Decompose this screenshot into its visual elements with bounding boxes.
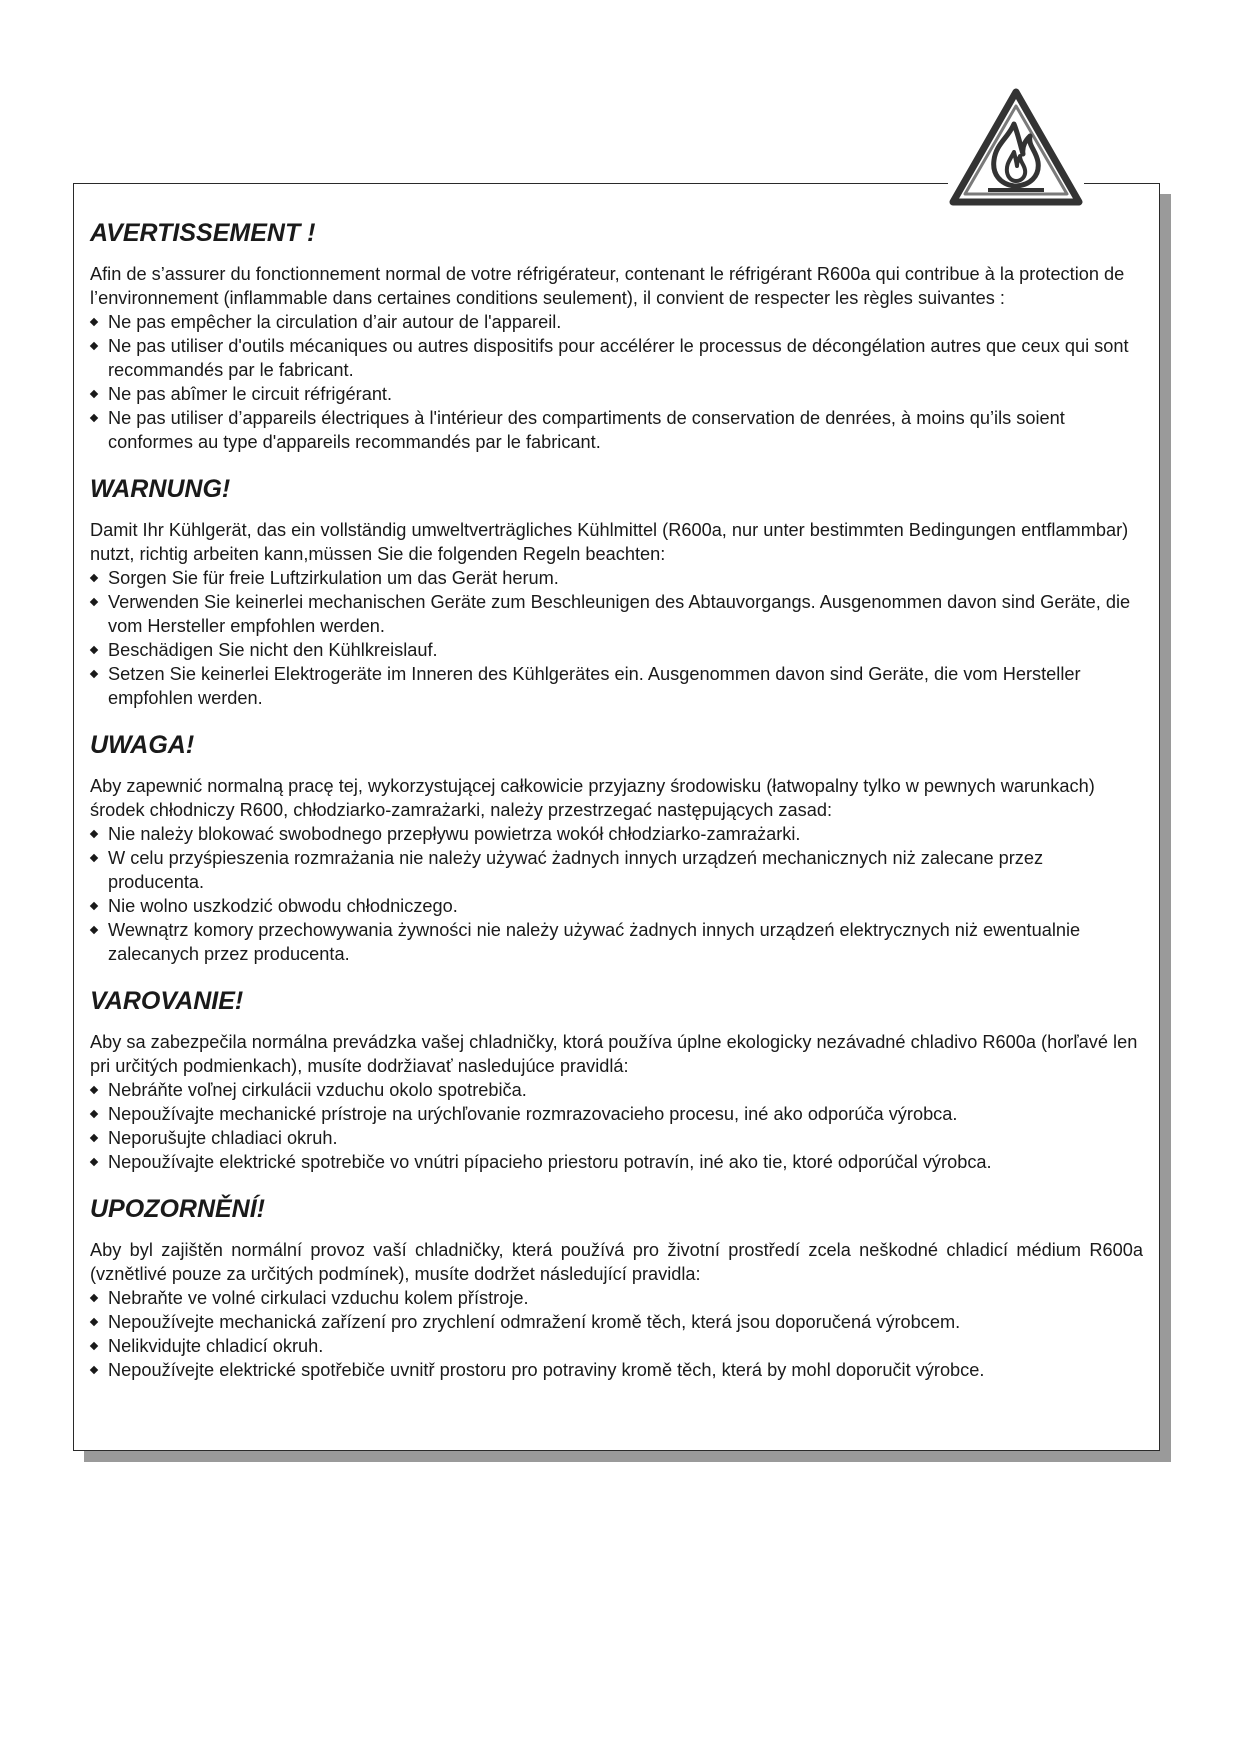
list-item-text: Neporušujte chladiaci okruh. (108, 1128, 338, 1148)
diamond-bullet-icon (90, 854, 98, 862)
rules-list (90, 310, 1143, 454)
diamond-bullet-icon (90, 1342, 98, 1350)
list-item-text: Sorgen Sie für freie Luftzirkulation um das Gerät herum. (108, 568, 559, 588)
list-item (90, 846, 1143, 894)
flammable-warning-triangle-icon (948, 86, 1084, 210)
list-item-text: Ne pas utiliser d’appareils électriques à l'intérieur des compartiments de conservation de denrées, à moins qu’ils soient conformes au type d'appareils recommandés par le fabricant. (108, 408, 1065, 452)
section-heading: WARNUNG! (90, 475, 231, 503)
diamond-bullet-icon (90, 1110, 98, 1118)
diamond-bullet-icon (90, 1134, 98, 1142)
list-item-text: Nebráňte voľnej cirkulácii vzduchu okolo spotrebiča. (108, 1080, 527, 1100)
list-item (90, 894, 1143, 918)
list-item (90, 406, 1143, 454)
rules-list (90, 822, 1143, 966)
section-intro: Afin de s’assurer du fonctionnement normal de votre réfrigérateur, contenant le réfrigérant R600a qui contribue à la protection de l’environnement (inflammable dans certaines conditions seulement), il convient de respecter les règles suivantes : (90, 264, 1125, 308)
list-item-text: Verwenden Sie keinerlei mechanischen Geräte zum Beschleunigen des Abtauvorgangs. Ausgenommen davon sind Geräte, die vom Hersteller empfohlen werden. (108, 592, 1131, 636)
list-item (90, 1334, 1143, 1358)
list-item (90, 590, 1143, 638)
diamond-bullet-icon (90, 598, 98, 606)
list-item (90, 822, 1143, 846)
list-item (90, 662, 1143, 710)
diamond-bullet-icon (90, 390, 98, 398)
diamond-bullet-icon (90, 902, 98, 910)
list-item-text: Nelikvidujte chladicí okruh. (108, 1336, 324, 1356)
warning-box (73, 183, 1160, 1451)
section-heading: UPOZORNĚNÍ! (90, 1195, 265, 1223)
diamond-bullet-icon (90, 1294, 98, 1302)
section-intro: Aby byl zajištěn normální provoz vaší chladničky, která používá pro životní prostředí zcela neškodné chladicí médium R600a (vznětlivé pouze za určitých podmínek), musíte dodržet následující pravidla: (90, 1240, 1143, 1284)
list-item-text: Nepoužívejte mechanická zařízení pro zrychlení odmražení kromě těch, která jsou doporučená výrobcem. (108, 1312, 961, 1332)
list-item (90, 638, 1143, 662)
list-item (90, 310, 1143, 334)
list-item (90, 566, 1143, 590)
diamond-bullet-icon (90, 342, 98, 350)
diamond-bullet-icon (90, 1158, 98, 1166)
list-item-text: Wewnątrz komory przechowywania żywności nie należy używać żadnych innych urządzeń elektrycznych niż ewentualnie zalecanych przez producenta. (108, 920, 1081, 964)
section-french (90, 218, 1143, 454)
list-item (90, 1286, 1143, 1310)
list-item (90, 334, 1143, 382)
section-heading: AVERTISSEMENT ! (90, 219, 316, 247)
list-item (90, 918, 1143, 966)
section-heading: UWAGA! (90, 731, 195, 759)
list-item (90, 1358, 1143, 1382)
list-item (90, 382, 1143, 406)
list-item (90, 1078, 1143, 1102)
rules-list (90, 1078, 1143, 1174)
section-heading: VAROVANIE! (90, 987, 244, 1015)
section-intro: Aby sa zabezpečila normálna prevádzka vašej chladničky, ktorá používa úplne ekologicky nezávadné chladivo R600a (horľavé len pri určitých podmienkach), musíte dodržiavať nasledujúce pravidlá: (90, 1032, 1138, 1076)
list-item-text: Ne pas utiliser d'outils mécaniques ou autres dispositifs pour accélérer le processus de décongélation autres que ceux qui sont recommandés par le fabricant. (108, 336, 1129, 380)
section-german (90, 474, 1143, 710)
list-item-text: Setzen Sie keinerlei Elektrogeräte im Inneren des Kühlgerätes ein. Ausgenommen davon sind Geräte, die vom Hersteller empfohlen werden. (108, 664, 1081, 708)
rules-list (90, 1286, 1143, 1382)
diamond-bullet-icon (90, 670, 98, 678)
diamond-bullet-icon (90, 926, 98, 934)
list-item-text: Nie należy blokować swobodnego przepływu powietrza wokół chłodziarko-zamrażarki. (108, 824, 801, 844)
list-item-text: Nebraňte ve volné cirkulaci vzduchu kolem přístroje. (108, 1288, 529, 1308)
list-item-text: Nepoužívejte elektrické spotřebiče uvnitř prostoru pro potraviny kromě těch, která by mohl doporučit výrobce. (108, 1360, 985, 1380)
list-item-text: W celu przyśpieszenia rozmrażania nie należy używać żadnych innych urządzeń mechanicznych niż zalecane przez producenta. (108, 848, 1044, 892)
section-intro: Aby zapewnić normalną pracę tej, wykorzystującej całkowicie przyjazny środowisku (łatwopalny tylko w pewnych warunkach) środek chłodniczy R600, chłodziarko-zamrażarki, należy przestrzegać następujących zasad: (90, 776, 1095, 820)
section-czech (90, 1194, 1143, 1382)
list-item-text: Nie wolno uszkodzić obwodu chłodniczego. (108, 896, 458, 916)
diamond-bullet-icon (90, 1318, 98, 1326)
list-item (90, 1102, 1143, 1126)
diamond-bullet-icon (90, 1366, 98, 1374)
section-intro: Damit Ihr Kühlgerät, das ein vollständig umweltverträgliches Kühlmittel (R600a, nur unter bestimmten Bedingungen entflammbar) nutzt, richtig arbeiten kann,müssen Sie die folgenden Regeln beachten: (90, 520, 1129, 564)
diamond-bullet-icon (90, 1086, 98, 1094)
diamond-bullet-icon (90, 318, 98, 326)
list-item-text: Nepoužívajte elektrické spotrebiče vo vnútri pípacieho priestoru potravín, iné ako tie, ktoré odporúčal výrobca. (108, 1152, 992, 1172)
list-item-text: Ne pas abîmer le circuit réfrigérant. (108, 384, 393, 404)
list-item (90, 1310, 1143, 1334)
diamond-bullet-icon (90, 414, 98, 422)
list-item (90, 1126, 1143, 1150)
list-item (90, 1150, 1143, 1174)
diamond-bullet-icon (90, 646, 98, 654)
section-polish (90, 730, 1143, 966)
diamond-bullet-icon (90, 830, 98, 838)
rules-list (90, 566, 1143, 710)
list-item-text: Ne pas empêcher la circulation d’air autour de l'appareil. (108, 312, 562, 332)
diamond-bullet-icon (90, 574, 98, 582)
list-item-text: Beschädigen Sie nicht den Kühlkreislauf. (108, 640, 438, 660)
list-item-text: Nepoužívajte mechanické prístroje na urýchľovanie rozmrazovacieho procesu, iné ako odporúča výrobca. (108, 1104, 958, 1124)
section-slovak (90, 986, 1143, 1174)
